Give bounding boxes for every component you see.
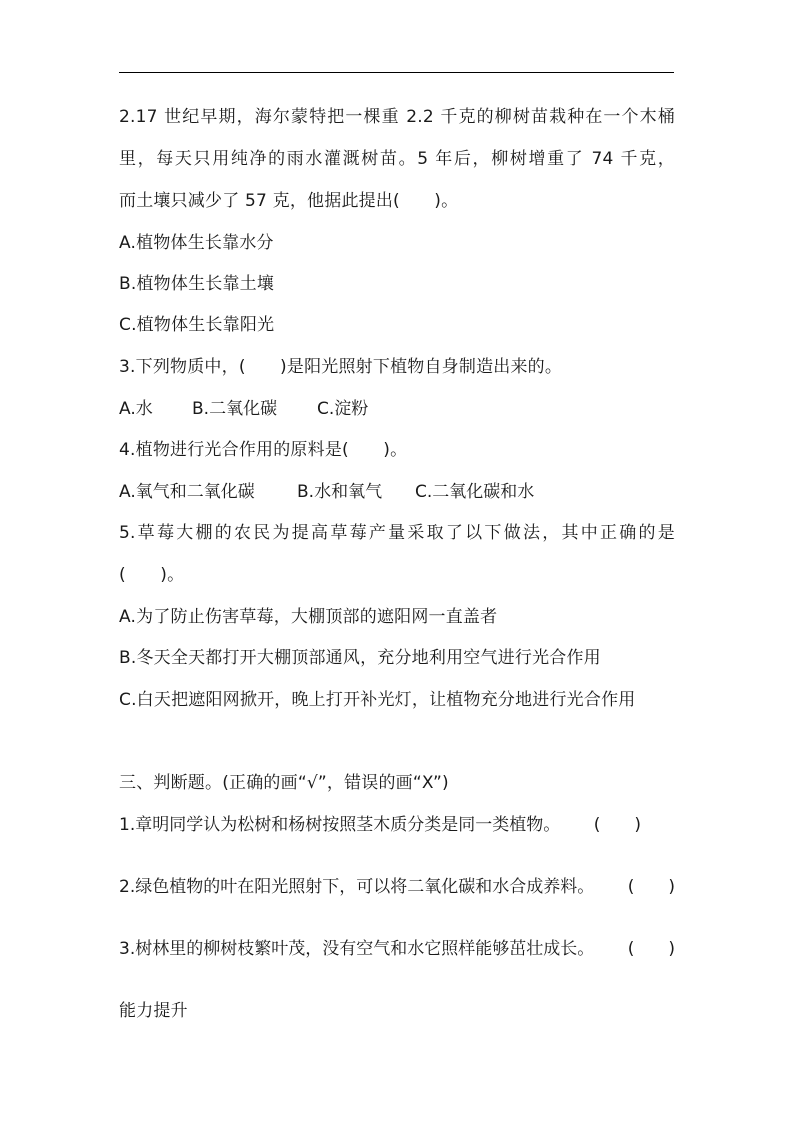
q2-option-b: B.植物体生长靠土壤 [119,274,275,294]
q4-options [119,481,534,503]
judge-item-2-text: 2.绿色植物的叶在阳光照射下，可以将二氧化碳和水合成养料。 [119,877,595,897]
judge-item-3-text: 3.树林里的柳树枝繁叶茂，没有空气和水它照样能够茁壮成长。 [119,939,595,959]
q2-option-a: A.植物体生长靠水分 [119,233,274,253]
ability-heading: 能力提升 [119,1001,188,1021]
q5-option-a: A.为了防止伤害草莓，大棚顶部的遮阳网一直盖者 [119,607,498,627]
q3-stem: 3.下列物质中，( )是阳光照射下植物自身制造出来的。 [119,357,563,377]
q3-option-b: B.二氧化碳 [192,399,278,419]
section3-heading: 三、判断题。(正确的画“√”，错误的画“X”) [119,773,449,793]
q5-stem-line-2: ( )。 [119,565,185,585]
q3-options [119,398,368,420]
judge-item-1-answer: ( ) [593,815,641,835]
q3-option-c: C.淀粉 [317,399,369,419]
q5-stem-line-1: 5.草莓大棚的农民为提高草莓产量采取了以下做法，其中正确的是 [119,523,675,543]
q5-option-b: B.冬天全天都打开大棚顶部通风，充分地利用空气进行光合作用 [119,648,601,668]
q3-option-a: A.水 [119,399,153,419]
q2-stem-line-1: 2.17 世纪早期，海尔蒙特把一棵重 2.2 千克的柳树苗栽种在一个木桶 [119,107,675,127]
judge-item-2-answer: ( ) [627,877,675,897]
q2-option-c: C.植物体生长靠阳光 [119,315,275,335]
judge-item-1-text: 1.章明同学认为松树和杨树按照茎木质分类是同一类植物。 [119,815,561,835]
q2-stem-line-2: 里，每天只用纯净的雨水灌溉树苗。5 年后，柳树增重了 74 千克， [119,149,675,169]
judge-item-3 [119,938,675,960]
judge-item-3-answer: ( ) [627,939,675,959]
judge-item-2 [119,876,675,898]
q4-option-a: A.氧气和二氧化碳 [119,482,255,502]
q4-stem: 4.植物进行光合作用的原料是( )。 [119,440,408,460]
q5-option-c: C.白天把遮阳网掀开，晚上打开补光灯，让植物充分地进行光合作用 [119,690,636,710]
header-rule [119,72,674,73]
q4-option-c: C.二氧化碳和水 [415,482,535,502]
q4-option-b: B.水和氧气 [297,482,383,502]
judge-item-1 [119,814,675,836]
q2-stem-line-3: 而土壤只减少了 57 克，他据此提出( )。 [119,191,459,211]
